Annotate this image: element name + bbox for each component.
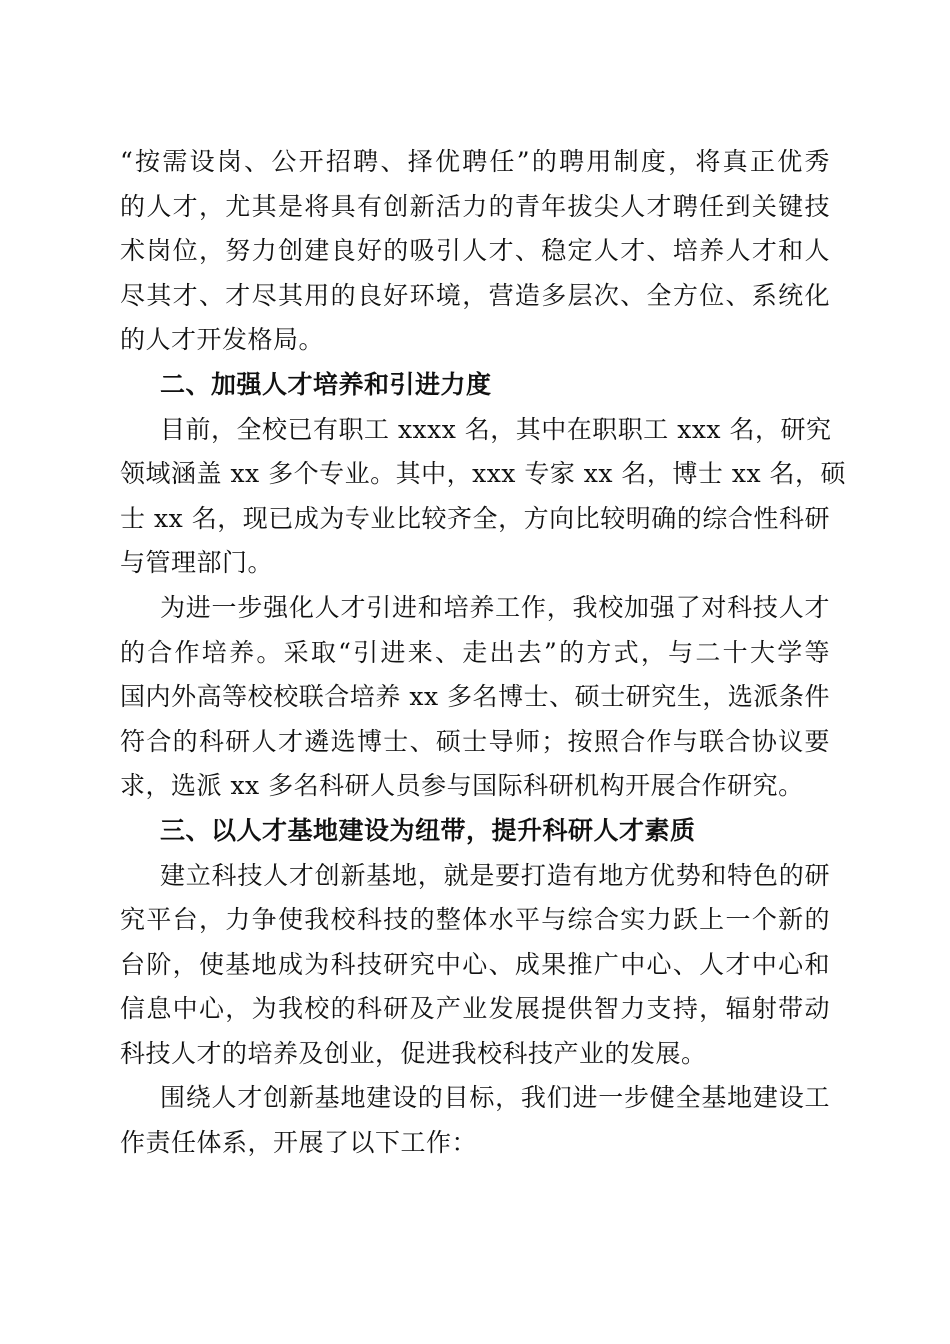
paragraph-hiring-system [120, 140, 830, 363]
text-line: 台阶，使基地成为科技研究中心、成果推广中心、人才中心和 [120, 949, 830, 979]
text-line: 符合的科研人才遴选博士、硕士导师；按照合作与联合协议要 [120, 726, 830, 756]
text-line: 尽其才、才尽其用的良好环境，营造多层次、全方位、系统化 [120, 280, 830, 310]
paragraph-innovation-base [120, 854, 830, 1077]
text-line: 与管理部门。 [120, 548, 274, 578]
paragraph-base-work [120, 1076, 830, 1165]
text-line: 信息中心，为我校的科研及产业发展提供智力支持，辐射带动 [120, 994, 830, 1024]
text-line: 士 xx 名，现已成为专业比较齐全，方向比较明确的综合性科研 [120, 503, 830, 533]
text-line: 的人才，尤其是将具有创新活力的青年拔尖人才聘任到关键技 [120, 191, 830, 221]
text-line: “按需设岗、公开招聘、择优聘任”的聘用制度，将真正优秀 [120, 147, 830, 176]
document-page [120, 140, 847, 1166]
text-line: 围绕人才创新基地建设的目标，我们进一步健全基地建设工 [160, 1083, 830, 1113]
text-line: 建立科技人才创新基地，就是要打造有地方优势和特色的研 [160, 860, 830, 890]
text-line: 求，选派 xx 多名科研人员参与国际科研机构开展合作研究。 [120, 771, 804, 801]
text-line: 国内外高等校校联合培养 xx 多名博士、硕士研究生，选派条件 [120, 682, 830, 712]
section-heading-3: 三、以人才基地建设为纽带，提升科研人才素质 [160, 815, 696, 845]
text-line: 的人才开发格局。 [120, 325, 325, 355]
paragraph-talent-training [120, 586, 830, 809]
text-line: 科技人才的培养及创业，促进我校科技产业的发展。 [120, 1038, 707, 1068]
text-line: 的合作培养。采取“引进来、走出去”的方式，与二十大学等 [120, 637, 830, 667]
section-heading-2: 二、加强人才培养和引进力度 [160, 369, 492, 399]
text-line: 目前，全校已有职工 xxxx 名，其中在职职工 xxx 名，研究 [160, 414, 832, 444]
text-line: 作责任体系，开展了以下工作： [120, 1128, 478, 1158]
text-line: 究平台，力争使我校科技的整体水平与综合实力跃上一个新的 [120, 905, 830, 935]
text-line: 为进一步强化人才引进和培养工作，我校加强了对科技人才 [160, 592, 830, 622]
text-line: 术岗位，努力创建良好的吸引人才、稳定人才、培养人才和人 [120, 236, 830, 266]
paragraph-staff-overview [120, 408, 847, 586]
text-line: 领域涵盖 xx 多个专业。其中，xxx 专家 xx 名，博士 xx 名，硕 [120, 459, 847, 489]
